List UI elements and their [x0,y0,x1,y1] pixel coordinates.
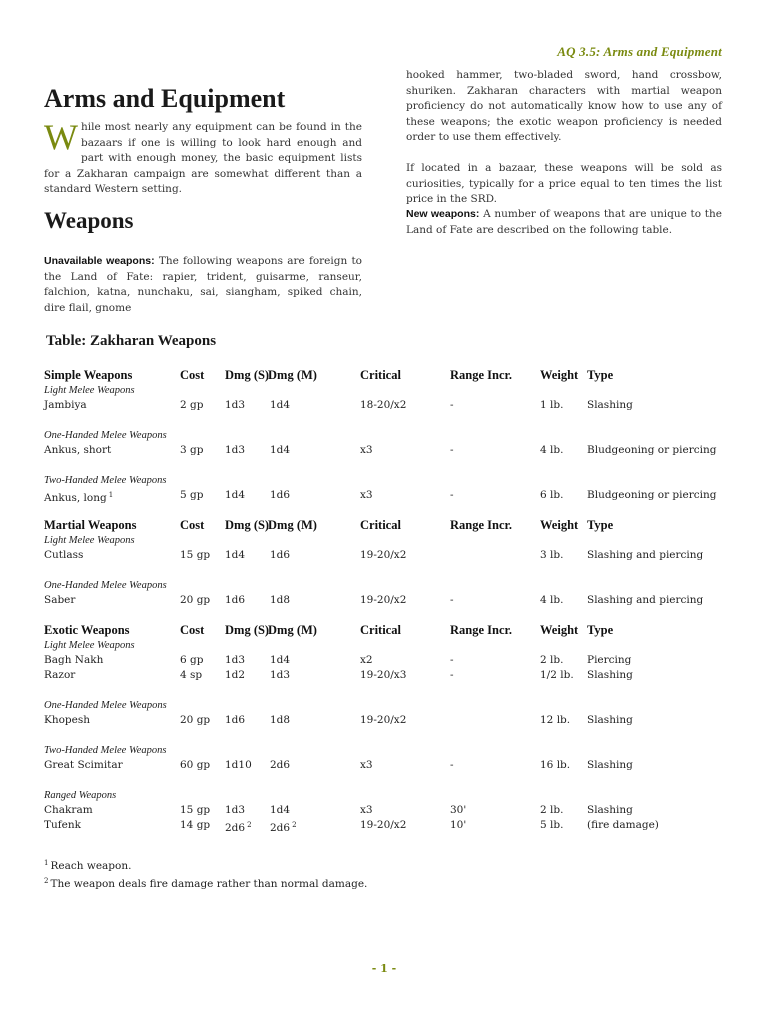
dmg-s-cell [225,758,252,773]
dmg-s-cell [225,653,245,668]
dmg-s-value: 1d3 [225,444,246,456]
weapon-name [44,398,87,413]
dmg-m-cell [270,593,290,608]
critical-cell: 19-20/x2 [360,714,407,726]
dmg-m-value: 1d6 [270,489,291,501]
cost-cell: 15 gp [180,804,211,816]
type-cell: Slashing [587,759,633,771]
weapon-group-label: One-Handed Melee Weapons [44,430,167,441]
weapon-category [44,368,724,503]
cost-cell: 15 gp [180,549,211,561]
range-cell: - [450,654,454,666]
table-row [44,713,724,728]
weapon-name [44,668,75,683]
dmg-m-value: 2d6 [270,822,291,834]
weapons-table [44,368,724,848]
footnote [44,874,367,892]
weight-cell: 1 lb. [540,399,564,411]
range-cell: - [450,759,454,771]
type-cell: Slashing and piercing [587,549,704,561]
weapon-name-text: Jambiya [44,399,87,411]
weapon-name-text: Saber [44,594,76,606]
weight-cell: 3 lb. [540,549,564,561]
dmg-s-cell [225,803,245,818]
weapon-name-text: Bagh Nakh [44,654,104,666]
dmg-s-cell [225,713,245,728]
range-cell: 10' [450,819,467,831]
weapon-group-label: Light Melee Weapons [44,535,135,546]
footnote [44,856,367,874]
weapon-name [44,653,103,668]
table-row [44,398,724,413]
weapon-name-text: Khopesh [44,714,91,726]
type-cell: Bludgeoning or piercing [587,489,717,501]
col-critical-header: Critical [360,518,401,532]
category-header-row [44,368,724,384]
table-row [44,653,724,668]
weapon-group-label: Two-Handed Melee Weapons [44,745,167,756]
dmg-s-value: 1d2 [225,669,246,681]
weight-cell: 1/2 lb. [540,669,574,681]
cost-cell: 20 gp [180,714,211,726]
type-cell: (fire damage) [587,819,659,831]
range-cell: - [450,594,454,606]
right-paragraph-3 [406,207,722,238]
col-dmg-s-header: Dmg (S) [225,518,270,532]
col-cost-header: Cost [180,518,205,532]
dmg-m-cell [270,758,290,773]
dmg-s-value: 1d3 [225,399,246,411]
type-cell: Slashing [587,804,633,816]
dmg-m-value: 1d8 [270,714,291,726]
col-type-header: Type [587,623,614,637]
table-row [44,668,724,683]
weapon-category [44,518,724,608]
table-title: Table: Zakharan Weapons [46,333,217,349]
dmg-s-value: 1d4 [225,549,246,561]
col-dmg-s-header: Dmg (S) [225,623,270,637]
category-name: Simple Weapons [44,368,133,382]
drop-cap: W [44,117,78,157]
weapon-group-label: Light Melee Weapons [44,385,135,396]
weight-cell: 6 lb. [540,489,564,501]
critical-cell: x3 [360,804,373,816]
footnote-marker: 2 [292,821,297,829]
dmg-s-cell [225,488,245,503]
dmg-s-value: 1d6 [225,714,246,726]
table-row [44,758,724,773]
col-dmg-s-header: Dmg (S) [225,368,270,382]
dmg-s-value: 1d10 [225,759,252,771]
critical-cell: 19-20/x2 [360,819,407,831]
dmg-s-cell [225,818,252,836]
type-cell: Slashing [587,714,633,726]
footnote-text: The weapon deals fire damage rather than normal damage. [50,878,368,890]
cost-cell: 5 gp [180,489,204,501]
table-row [44,443,724,458]
footnote-marker: 1 [108,491,114,499]
footnotes [44,856,367,892]
critical-cell: 19-20/x2 [360,549,407,561]
category-header-row [44,623,724,639]
dmg-s-value: 1d3 [225,654,246,666]
category-name: Exotic Weapons [44,623,130,637]
dmg-m-cell [270,398,290,413]
range-cell: - [450,444,454,456]
type-cell: Slashing [587,669,633,681]
dmg-s-cell [225,668,245,683]
footnote-mark: 2 [44,877,49,885]
col-cost-header: Cost [180,623,205,637]
dmg-m-cell [270,803,290,818]
col-weight-header: Weight [540,623,579,637]
weapon-name [44,593,75,608]
weapon-name [44,548,83,563]
cost-cell: 4 sp [180,669,203,681]
category-name: Martial Weapons [44,518,137,532]
table-row [44,593,724,608]
dmg-m-value: 1d4 [270,399,291,411]
unavailable-text: The following weapons are foreign to the Land of Fate: rapier, trident, guisarme, ranseur, falchion, katna, nunchaku, sai, siangham, spiked chain, dire flail, gnome [44,255,362,314]
weapon-name [44,803,93,818]
col-weight-header: Weight [540,368,579,382]
dmg-m-cell [270,653,290,668]
col-range-header: Range Incr. [450,623,513,637]
cost-cell: 3 gp [180,444,204,456]
type-cell: Slashing [587,399,633,411]
weight-cell: 12 lb. [540,714,571,726]
cost-cell: 6 gp [180,654,204,666]
range-cell: - [450,399,454,411]
table-row [44,803,724,818]
cost-cell: 2 gp [180,399,204,411]
intro-paragraph [44,117,362,198]
cost-cell: 60 gp [180,759,211,771]
dmg-m-cell [270,548,290,563]
cost-cell: 20 gp [180,594,211,606]
unavailable-label: Unavailable weapons: [44,255,155,267]
dmg-s-cell [225,548,245,563]
col-range-header: Range Incr. [450,368,513,382]
weapon-name-text: Great Scimitar [44,759,123,771]
weapon-name-text: Cutlass [44,549,84,561]
weapon-category [44,623,724,833]
running-head: AQ 3.5: Arms and Equipment [557,44,722,59]
page-title: Arms and Equipment [44,84,286,113]
weight-cell: 4 lb. [540,594,564,606]
weapon-name [44,713,90,728]
critical-cell: 19-20/x3 [360,669,407,681]
dmg-m-value: 2d6 [270,759,291,771]
dmg-m-cell [270,443,290,458]
critical-cell: x3 [360,444,373,456]
unavailable-paragraph [44,254,362,316]
footnote-marker: 2 [247,821,252,829]
critical-cell: x2 [360,654,373,666]
col-critical-header: Critical [360,623,401,637]
weight-cell: 2 lb. [540,654,564,666]
col-cost-header: Cost [180,368,205,382]
weapon-name-text: Razor [44,669,76,681]
weapon-group-label: Ranged Weapons [44,790,117,801]
weapon-group-label: Light Melee Weapons [44,640,135,651]
dmg-m-value: 1d8 [270,594,291,606]
range-cell: - [450,669,454,681]
intro-text: hile most nearly any equipment can be found in the bazaars if one is willing to look hard enough and part with enough money, the basic equipment lists for a Zakharan campaign are somewhat different than a standard Western setting. [44,121,362,195]
weapon-name [44,758,123,773]
range-cell: 30' [450,804,467,816]
range-cell: - [450,489,454,501]
type-cell: Piercing [587,654,632,666]
col-critical-header: Critical [360,368,401,382]
critical-cell: x3 [360,489,373,501]
critical-cell: 18-20/x2 [360,399,407,411]
dmg-m-value: 1d6 [270,549,291,561]
type-cell: Slashing and piercing [587,594,704,606]
footnote-mark: 1 [44,859,49,867]
type-cell: Bludgeoning or piercing [587,444,717,456]
weapon-name-text: Tufenk [44,819,81,831]
col-type-header: Type [587,518,614,532]
weight-cell: 5 lb. [540,819,564,831]
new-weapons-label: New weapons: [406,208,480,220]
dmg-m-value: 1d4 [270,444,291,456]
dmg-m-value: 1d4 [270,654,291,666]
col-dmg-m-header: Dmg (M) [268,368,317,382]
weapon-group-label: One-Handed Melee Weapons [44,580,167,591]
col-dmg-m-header: Dmg (M) [268,518,317,532]
col-range-header: Range Incr. [450,518,513,532]
cost-cell: 14 gp [180,819,211,831]
weapon-name-text: Chakram [44,804,93,816]
weight-cell: 4 lb. [540,444,564,456]
weight-cell: 16 lb. [540,759,571,771]
critical-cell: 19-20/x2 [360,594,407,606]
critical-cell: x3 [360,759,373,771]
weapons-heading: Weapons [44,208,134,233]
col-weight-header: Weight [540,518,579,532]
dmg-m-value: 1d3 [270,669,291,681]
weapon-group-label: Two-Handed Melee Weapons [44,475,167,486]
col-type-header: Type [587,368,614,382]
weapon-group-label: One-Handed Melee Weapons [44,700,167,711]
weapon-name-text: Ankus, long [44,492,107,504]
dmg-s-value: 1d3 [225,804,246,816]
dmg-s-cell [225,593,245,608]
category-header-row [44,518,724,534]
dmg-m-cell [270,668,290,683]
dmg-s-value: 1d4 [225,489,246,501]
table-row [44,488,724,503]
dmg-m-cell [270,818,297,836]
table-row [44,548,724,563]
weapon-name [44,443,111,458]
dmg-m-cell [270,713,290,728]
right-paragraph-1: hooked hammer, two-bladed sword, hand crossbow, shuriken. Zakharan characters with martial weapon proficiency do not automatically know how to use any of these weapons; the exotic weapon proficiency is needed order to use them effectively. [406,69,722,143]
dmg-s-value: 1d6 [225,594,246,606]
weight-cell: 2 lb. [540,804,564,816]
col-dmg-m-header: Dmg (M) [268,623,317,637]
weapon-name [44,818,81,833]
weapon-name [44,488,113,506]
right-paragraph-2: If located in a bazaar, these weapons will be sold as curiosities, typically for a price equal to ten times the list price in the SRD. [406,162,722,205]
dmg-s-cell [225,443,245,458]
new-weapons-text: A number of weapons that are unique to the Land of Fate are described on the following table. [406,208,723,236]
table-row [44,818,724,833]
footnote-text: Reach weapon. [50,860,132,872]
page-number: - 1 - [371,962,397,975]
weapon-name-text: Ankus, short [44,444,112,456]
dmg-s-value: 2d6 [225,822,246,834]
dmg-s-cell [225,398,245,413]
dmg-m-value: 1d4 [270,804,291,816]
dmg-m-cell [270,488,290,503]
